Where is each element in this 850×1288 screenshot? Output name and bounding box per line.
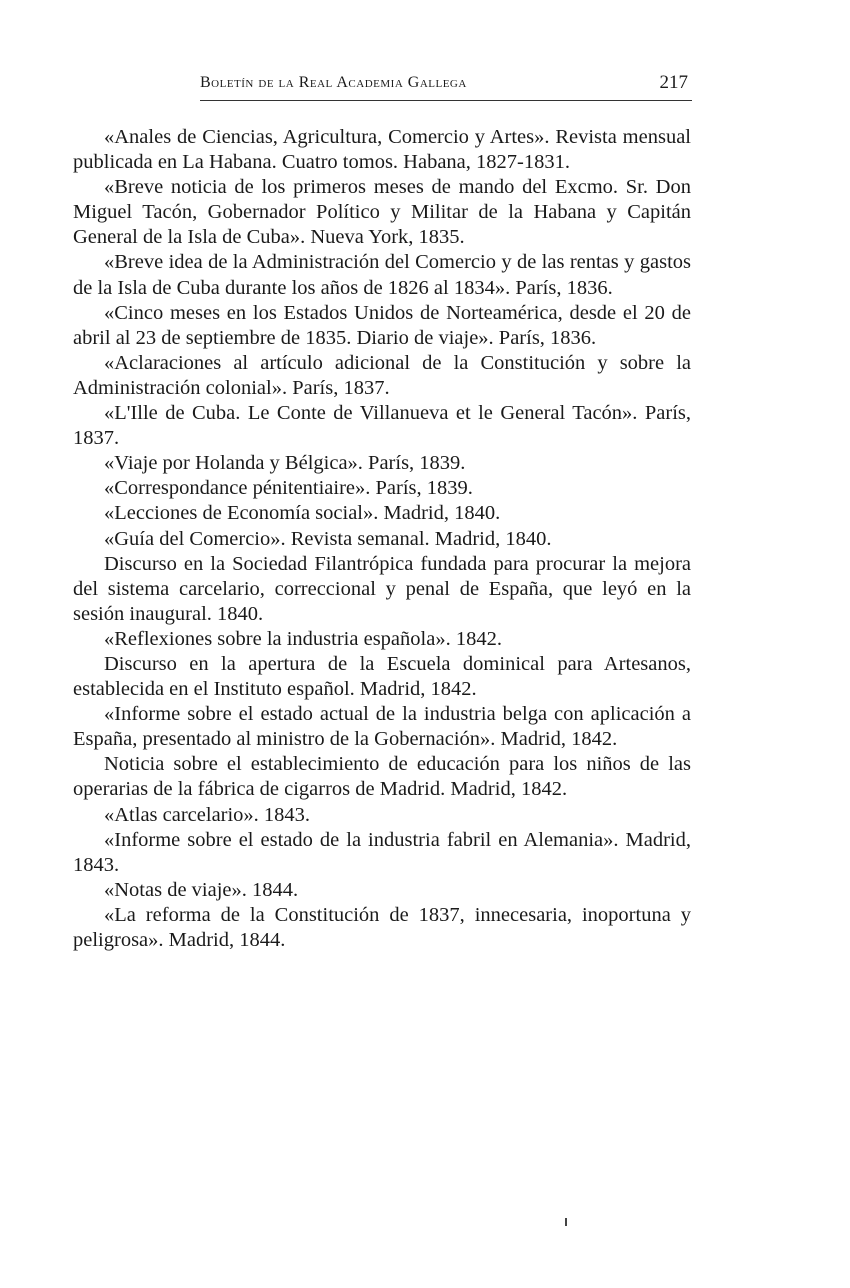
bibliography-entry: «Reflexiones sobre la industria española». 1842.	[104, 627, 502, 650]
bibliography-list	[73, 125, 691, 953]
bibliography-entry: «Informe sobre el estado de la industria fabril en Alemania». Madrid, 1843.	[73, 828, 691, 876]
running-header	[72, 68, 692, 100]
bibliography-entry: «Viaje por Holanda y Bélgica». París, 1839.	[104, 452, 466, 475]
bibliography-entry: Discurso en la apertura de la Escuela dominical para Artesanos, establecida en el Instituto español. Madrid, 1842.	[73, 652, 691, 701]
bibliography-entry: «La reforma de la Constitución de 1837, innecesaria, inoportuna y peligrosa». Madrid, 1844.	[73, 903, 691, 951]
bibliography-entry: Noticia sobre el establecimiento de educación para los niños de las operarias de la fábrica de cigarros de Madrid. Madrid, 1842.	[73, 753, 691, 801]
bibliography-entry: «Correspondance pénitentiaire». París, 1839.	[104, 477, 473, 500]
journal-title: Boletín de la Real Academia Gallega	[200, 74, 467, 91]
bibliography-entry: «Anales de Ciencias, Agricultura, Comercio y Artes». Revista mensual publicada en La Habana. Cuatro tomos. Habana, 1827-1831.	[73, 126, 691, 174]
bibliography-entry: Discurso en la Sociedad Filantrópica fundada para procurar la mejora del sistema carcelario, correccional y penal de España, que leyó en la sesión inaugural. 1840.	[73, 552, 691, 625]
bibliography-entry: «L'Ille de Cuba. Le Conte de Villanueva et le General Tacón». París, 1837.	[73, 402, 691, 450]
bibliography-entry: «Informe sobre el estado actual de la industria belga con aplicación a España, presentado al ministro de la Gobernación». Madrid, 1842.	[73, 703, 691, 751]
page-number: 217	[659, 72, 688, 93]
bibliography-entry: «Atlas carcelario». 1843.	[104, 803, 311, 826]
header-rule	[200, 100, 692, 101]
bibliography-entry: «Aclaraciones al artículo adicional de la Constitución y sobre la Administración colonial». París, 1837.	[73, 351, 691, 399]
bibliography-entry: «Breve idea de la Administración del Comercio y de las rentas y gastos de la Isla de Cuba durante los años de 1826 al 1834». París, 1836.	[73, 251, 691, 299]
bibliography-entry: «Lecciones de Economía social». Madrid, 1840.	[104, 502, 501, 525]
bibliography-entry: «Notas de viaje». 1844.	[104, 878, 299, 901]
bibliography-entry: «Cinco meses en los Estados Unidos de Norteamérica, desde el 20 de abril al 23 de septiembre de 1835. Diario de viaje». París, 1836.	[73, 301, 691, 349]
bibliography-entry: «Breve noticia de los primeros meses de mando del Excmo. Sr. Don Miguel Tacón, Gobernador Político y Militar de la Habana y Capitán General de la Isla de Cuba». Nueva York, 1835.	[73, 176, 691, 249]
bibliography-entry: «Guía del Comercio». Revista semanal. Madrid, 1840.	[104, 527, 552, 550]
print-mark	[565, 1218, 567, 1226]
